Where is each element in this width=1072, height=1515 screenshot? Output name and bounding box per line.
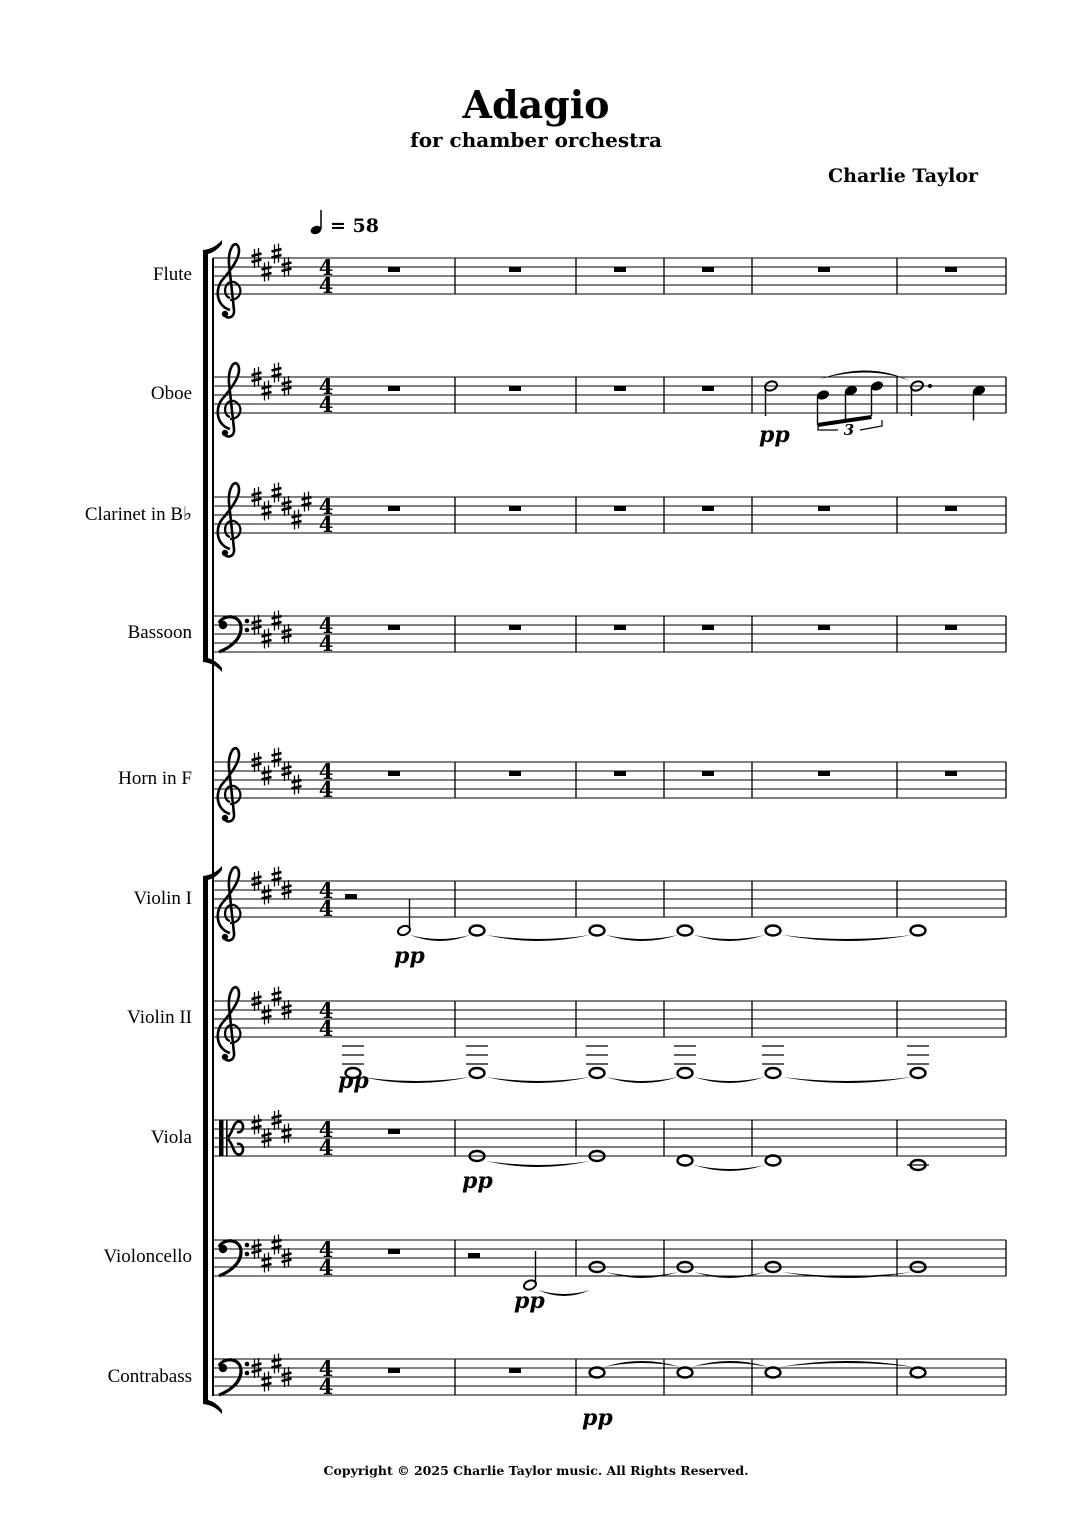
tie bbox=[410, 935, 470, 941]
whole-rest bbox=[388, 267, 400, 272]
whole-rest bbox=[509, 625, 521, 630]
instrument-label-violin1: Violin I bbox=[133, 888, 192, 909]
svg-text:= 58: = 58 bbox=[330, 215, 379, 237]
tie bbox=[604, 1361, 680, 1367]
tie bbox=[538, 1290, 590, 1296]
whole-rest bbox=[388, 1368, 400, 1373]
dynamic-pp: pp bbox=[394, 943, 425, 969]
instrument-label-oboe: Oboe bbox=[150, 383, 192, 404]
staff bbox=[213, 483, 1006, 557]
time-signature-bottom: 4 bbox=[318, 273, 334, 298]
dynamic-pp: pp bbox=[514, 1288, 545, 1314]
whole-rest bbox=[509, 1368, 521, 1373]
note bbox=[911, 1068, 926, 1078]
sharp-icon bbox=[272, 867, 282, 887]
composer-name: Charlie Taylor bbox=[828, 165, 978, 187]
whole-rest bbox=[388, 386, 400, 391]
note bbox=[766, 1068, 781, 1078]
note bbox=[590, 1368, 605, 1378]
time-signature-bottom: 4 bbox=[318, 392, 334, 417]
tie bbox=[782, 1272, 912, 1278]
whole-rest bbox=[509, 267, 521, 272]
dynamic-pp: pp bbox=[759, 422, 790, 448]
sharp-icon bbox=[292, 775, 302, 795]
time-signature-top: 4 bbox=[318, 878, 334, 903]
treble-clef-icon bbox=[218, 483, 241, 556]
whole-rest bbox=[702, 506, 714, 511]
note bbox=[678, 926, 693, 936]
sharp-icon bbox=[302, 492, 312, 512]
note bbox=[911, 926, 926, 936]
note bbox=[764, 380, 779, 416]
dynamic-pp: pp bbox=[338, 1068, 369, 1094]
staff bbox=[213, 1354, 1006, 1400]
tie bbox=[782, 935, 912, 941]
whole-rest bbox=[702, 386, 714, 391]
time-signature-top: 4 bbox=[318, 1237, 334, 1262]
half-rest bbox=[468, 1253, 480, 1258]
whole-rest bbox=[509, 386, 521, 391]
instrument-label-violin2: Violin II bbox=[127, 1007, 192, 1028]
tie bbox=[692, 1361, 768, 1367]
sharp-icon bbox=[252, 1115, 262, 1135]
time-signature-bottom: 4 bbox=[318, 512, 334, 537]
tie bbox=[606, 935, 678, 941]
sharp-icon bbox=[272, 987, 282, 1007]
whole-rest bbox=[945, 267, 957, 272]
tempo-marking bbox=[309, 210, 379, 237]
dot bbox=[928, 384, 932, 388]
dynamic-pp: pp bbox=[462, 1168, 493, 1194]
whole-rest bbox=[945, 625, 957, 630]
tuplet-number: 3 bbox=[843, 421, 855, 439]
whole-rest bbox=[388, 1249, 400, 1254]
tie bbox=[606, 1077, 678, 1083]
time-signature-top: 4 bbox=[318, 494, 334, 519]
score-title: Adagio bbox=[462, 82, 610, 127]
sharp-icon bbox=[272, 483, 282, 503]
treble-clef-icon bbox=[218, 244, 241, 317]
whole-rest bbox=[388, 506, 400, 511]
tie bbox=[694, 935, 765, 941]
whole-rest bbox=[614, 625, 626, 630]
note bbox=[910, 380, 925, 416]
sharp-icon bbox=[272, 611, 282, 631]
time-signature-top: 4 bbox=[318, 374, 334, 399]
whole-rest bbox=[945, 506, 957, 511]
tie bbox=[362, 1077, 470, 1083]
copyright-notice: Copyright © 2025 Charlie Taylor music. All Rights Reserved. bbox=[323, 1463, 749, 1478]
tie bbox=[694, 1165, 765, 1171]
time-signature-bottom: 4 bbox=[318, 631, 334, 656]
tie bbox=[606, 1272, 678, 1278]
sharp-icon bbox=[272, 363, 282, 383]
whole-rest bbox=[818, 625, 830, 630]
whole-rest bbox=[945, 771, 957, 776]
note bbox=[470, 1068, 485, 1078]
tie bbox=[780, 1361, 914, 1367]
note bbox=[470, 926, 485, 936]
whole-rest bbox=[388, 771, 400, 776]
whole-rest bbox=[388, 625, 400, 630]
treble-clef-icon bbox=[218, 748, 241, 821]
tie bbox=[694, 1077, 765, 1083]
note bbox=[766, 1368, 781, 1378]
whole-rest bbox=[614, 386, 626, 391]
note bbox=[766, 926, 781, 936]
note bbox=[678, 1068, 693, 1078]
instrument-label-viola: Viola bbox=[150, 1127, 192, 1148]
whole-rest bbox=[702, 771, 714, 776]
sharp-icon bbox=[262, 766, 272, 786]
sharp-icon bbox=[272, 748, 282, 768]
staff bbox=[213, 1235, 1006, 1281]
time-signature-bottom: 4 bbox=[318, 777, 334, 802]
time-signature-top: 4 bbox=[318, 255, 334, 280]
sharp-icon bbox=[272, 1235, 282, 1255]
sharp-icon bbox=[292, 510, 302, 530]
sharp-icon bbox=[262, 1372, 272, 1392]
note bbox=[911, 1368, 926, 1378]
note bbox=[590, 926, 605, 936]
instrument-label-clarinet: Clarinet in B♭ bbox=[84, 504, 192, 525]
instrument-label-flute: Flute bbox=[152, 264, 192, 285]
note bbox=[397, 899, 412, 937]
note bbox=[870, 380, 885, 416]
tie bbox=[782, 1077, 912, 1083]
whole-rest bbox=[702, 267, 714, 272]
tie bbox=[486, 1161, 590, 1167]
staff bbox=[213, 987, 1006, 1061]
note bbox=[523, 1251, 538, 1291]
time-signature-bottom: 4 bbox=[318, 896, 334, 921]
sharp-icon bbox=[262, 885, 272, 905]
whole-rest bbox=[509, 771, 521, 776]
time-signature-top: 4 bbox=[318, 759, 334, 784]
half-rest bbox=[345, 894, 357, 899]
tie bbox=[694, 1272, 765, 1278]
note bbox=[972, 384, 987, 420]
time-signature-top: 4 bbox=[318, 998, 334, 1023]
note bbox=[816, 389, 831, 425]
instrument-label-horn: Horn in F bbox=[118, 768, 192, 789]
treble-clef-icon bbox=[218, 867, 241, 940]
time-signature-bottom: 4 bbox=[318, 1374, 334, 1399]
whole-rest bbox=[614, 267, 626, 272]
staff bbox=[213, 611, 1006, 657]
note bbox=[590, 1068, 605, 1078]
treble-clef-icon bbox=[218, 987, 241, 1060]
tie bbox=[486, 1077, 590, 1083]
whole-rest bbox=[818, 267, 830, 272]
whole-rest bbox=[614, 506, 626, 511]
time-signature-top: 4 bbox=[318, 1356, 334, 1381]
sharp-icon bbox=[262, 1253, 272, 1273]
instrument-label-contrabass: Contrabass bbox=[107, 1366, 192, 1387]
instrument-label-cello: Violoncello bbox=[103, 1246, 192, 1267]
treble-clef-icon bbox=[218, 363, 241, 436]
note bbox=[766, 1156, 781, 1166]
instrument-label-bassoon: Bassoon bbox=[127, 622, 192, 643]
time-signature-bottom: 4 bbox=[318, 1016, 334, 1041]
time-signature-bottom: 4 bbox=[318, 1255, 334, 1280]
score-subtitle: for chamber orchestra bbox=[410, 128, 662, 152]
staff bbox=[213, 748, 1006, 822]
dynamic-pp: pp bbox=[582, 1405, 613, 1431]
sharp-icon bbox=[262, 262, 272, 282]
whole-rest bbox=[818, 771, 830, 776]
whole-rest bbox=[614, 771, 626, 776]
tie bbox=[486, 935, 590, 941]
staff bbox=[213, 244, 1006, 318]
whole-rest bbox=[818, 506, 830, 511]
sharp-icon bbox=[272, 1354, 282, 1374]
time-signature-top: 4 bbox=[318, 1117, 334, 1142]
whole-rest bbox=[388, 1129, 400, 1134]
sharp-icon bbox=[262, 501, 272, 521]
note bbox=[678, 1368, 693, 1378]
note bbox=[678, 1156, 693, 1166]
sharp-icon bbox=[262, 1005, 272, 1025]
time-signature-bottom: 4 bbox=[318, 1135, 334, 1160]
time-signature-top: 4 bbox=[318, 613, 334, 638]
sharp-icon bbox=[282, 1124, 292, 1144]
sharp-icon bbox=[262, 629, 272, 649]
sharp-icon bbox=[272, 244, 282, 264]
whole-rest bbox=[702, 625, 714, 630]
sharp-icon bbox=[262, 381, 272, 401]
note bbox=[844, 384, 859, 420]
staff bbox=[213, 1110, 1006, 1160]
whole-rest bbox=[509, 506, 521, 511]
staff bbox=[213, 867, 1006, 941]
